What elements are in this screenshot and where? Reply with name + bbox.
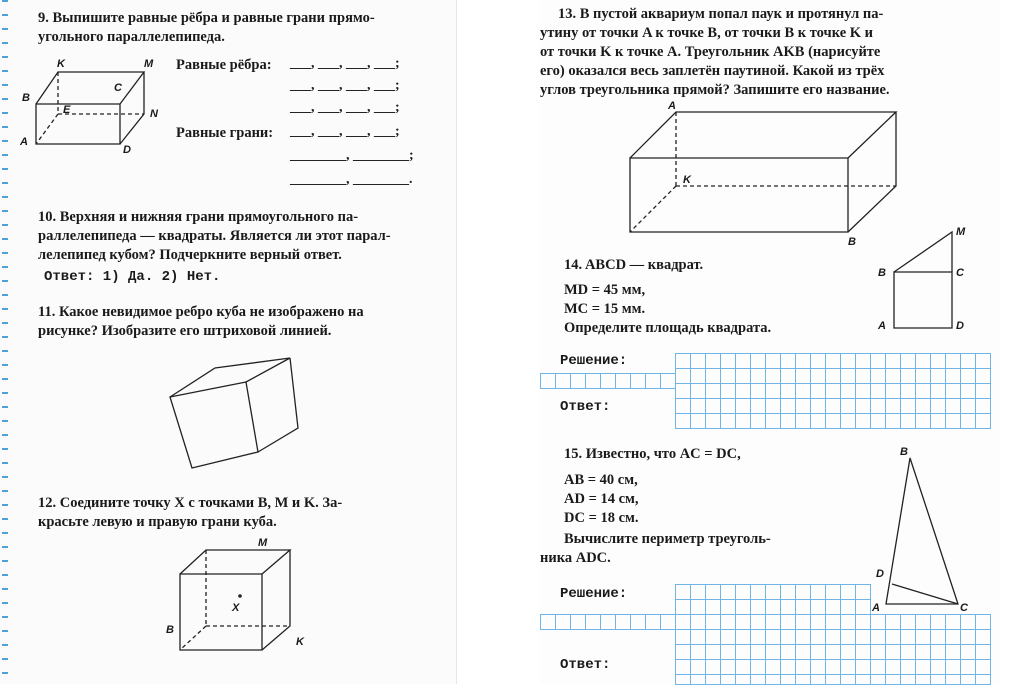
label-N: N bbox=[150, 108, 158, 120]
task14-md: MD = 45 мм, bbox=[564, 282, 646, 298]
task14-mc: MC = 15 мм. bbox=[564, 301, 646, 317]
label-B: B bbox=[22, 92, 30, 104]
task15-answer-label[interactable]: Ответ: bbox=[560, 656, 616, 675]
label-M-12: M bbox=[258, 537, 268, 549]
left-page bbox=[0, 0, 457, 684]
task15-task1: Вычислите периметр треуголь- bbox=[564, 531, 771, 547]
equal-edges-label: Равные рёбра: bbox=[176, 57, 272, 73]
label-X: X bbox=[232, 602, 240, 614]
task11-line1: 11. Какое невидимое ребро куба не изображено на bbox=[38, 304, 364, 320]
task14-solution-label: Решение: bbox=[560, 352, 633, 371]
label-A: A bbox=[20, 136, 28, 148]
task13-line2: утину от точки A к точке B, от точки B к точке K и bbox=[540, 25, 874, 41]
task13-line3: от точки K к точке A. Треугольник AKB (нарисуйте bbox=[540, 44, 881, 60]
label-B-12: B bbox=[166, 624, 174, 636]
task15-title: 15. Известно, что AC = DC, bbox=[564, 446, 741, 462]
task9-line1: 9. Выпишите равные рёбра и равные грани прямо- bbox=[38, 10, 375, 26]
task15-ad: AD = 14 см, bbox=[564, 491, 639, 507]
edges-blank-row3[interactable]: ___, ___, ___, ___; bbox=[290, 100, 400, 115]
edges-blank-row1[interactable]: ___, ___, ___, ___; bbox=[290, 56, 400, 71]
task15-dc: DC = 18 см. bbox=[564, 510, 639, 526]
faces-blank-row3[interactable]: ________, ________. bbox=[290, 172, 413, 187]
label-C-14: C bbox=[956, 267, 964, 279]
label-B-14: B bbox=[878, 267, 886, 279]
task10-line1: 10. Верхняя и нижняя грани прямоугольного па- bbox=[38, 209, 359, 225]
task15-solution-label: Решение: bbox=[560, 585, 633, 604]
task14-task: Определите площадь квадрата. bbox=[564, 320, 772, 336]
label-K-12: K bbox=[296, 636, 304, 648]
label-E: E bbox=[63, 104, 71, 116]
label-D: D bbox=[123, 144, 131, 156]
faces-blank-row1[interactable]: ___, ___, ___, ___; bbox=[290, 124, 400, 139]
edges-blank-row2[interactable]: ___, ___, ___, ___; bbox=[290, 78, 400, 93]
solution-grid-15[interactable] bbox=[675, 584, 871, 685]
right-page bbox=[540, 0, 1000, 684]
task15-ab: AB = 40 см, bbox=[564, 472, 638, 488]
label-M-14: M bbox=[956, 226, 966, 238]
faces-blank-row2[interactable]: ________, ________; bbox=[290, 148, 414, 163]
label-A-13: A bbox=[668, 100, 676, 112]
task15-task2: ника ADC. bbox=[540, 550, 611, 566]
label-D-15: D bbox=[876, 568, 884, 580]
task13-line4: его) оказался весь заплетён паутиной. Какой из трёх bbox=[540, 63, 885, 79]
label-B-13: B bbox=[848, 236, 856, 248]
label-K-13: K bbox=[683, 174, 691, 186]
task12-line1: 12. Соедините точку X с точками B, M и K. За- bbox=[38, 495, 343, 511]
task12-line2: красьте левую и правую грани куба. bbox=[38, 514, 277, 530]
label-M: M bbox=[144, 58, 154, 70]
label-C-15: C bbox=[960, 602, 968, 614]
task13-line5: углов треугольника прямой? Запишите его название. bbox=[540, 82, 890, 98]
label-C: C bbox=[114, 82, 122, 94]
task11-line2: рисунке? Изобразите его штриховой линией. bbox=[38, 323, 332, 339]
label-A-14: A bbox=[878, 320, 886, 332]
task14-answer-label[interactable]: Ответ: bbox=[560, 398, 616, 417]
label-A-15: A bbox=[872, 602, 880, 614]
task10-answer[interactable]: Ответ: 1) Да. 2) Нет. bbox=[44, 269, 221, 285]
solution-grid-15-right[interactable] bbox=[870, 614, 991, 685]
label-K: K bbox=[57, 58, 65, 70]
task12-cube[interactable] bbox=[0, 0, 456, 684]
solution-grid-15-left[interactable] bbox=[540, 614, 676, 630]
task13-line1: 13. В пустой аквариум попал паук и протянул па- bbox=[558, 6, 884, 22]
task9-line2: угольного параллелепипеда. bbox=[38, 29, 225, 45]
label-B-15: B bbox=[900, 446, 908, 458]
triangle-abc bbox=[540, 0, 1000, 684]
task10-line3: лелепипед кубом? Подчеркните верный ответ. bbox=[38, 247, 342, 263]
label-D-14: D bbox=[956, 320, 964, 332]
equal-faces-label: Равные грани: bbox=[176, 125, 274, 141]
task10-line2: раллелепипеда — квадраты. Является ли этот парал- bbox=[38, 228, 391, 244]
task14-title: 14. ABCD — квадрат. bbox=[564, 257, 704, 273]
